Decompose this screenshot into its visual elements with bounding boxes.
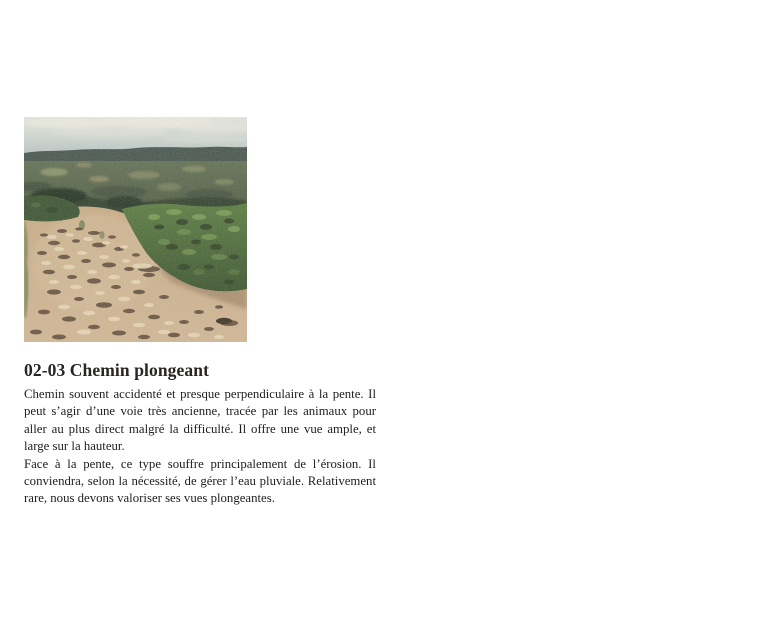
body-text bbox=[24, 386, 376, 508]
paragraph-1: Chemin souvent accidenté et presque perpendiculaire à la pente. Il peut s’agir d’une voie très ancienne, tracée par les animaux pour aller au plus direct malgré la difficulté. Il offre une vue ample, et large sur la hauteur. bbox=[24, 387, 376, 454]
film-grain-overlay bbox=[24, 117, 247, 342]
path-photo bbox=[24, 117, 247, 342]
paragraph-2: Face à la pente, ce type souffre principalement de l’érosion. Il conviendra, selon la nécessité, de gérer l’eau pluviale. Relativement rare, nous devons valoriser ses vues plongeantes. bbox=[24, 456, 376, 506]
path-photo-illustration bbox=[24, 117, 247, 342]
section-heading: 02-03 Chemin plongeant bbox=[24, 360, 209, 380]
